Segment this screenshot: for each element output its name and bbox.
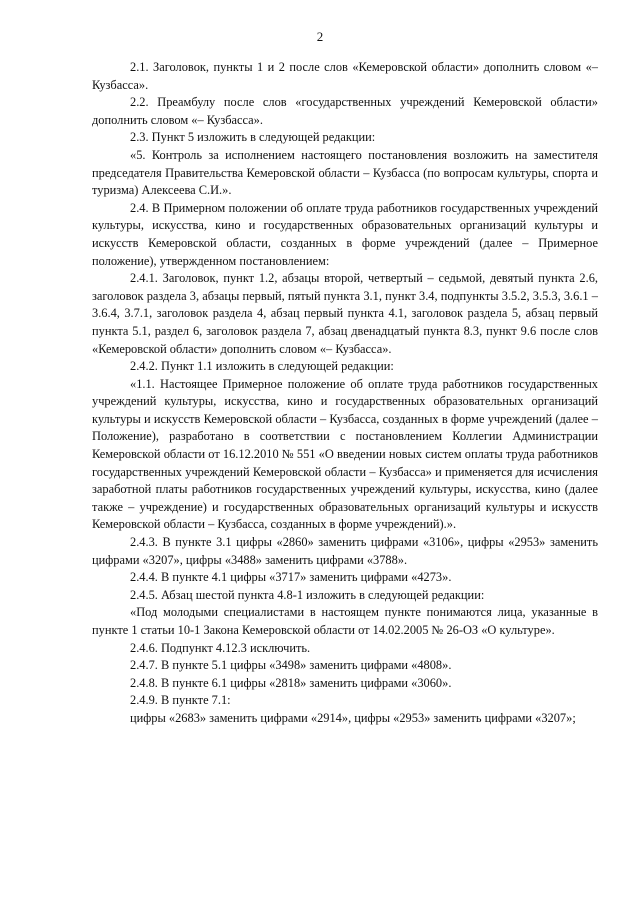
paragraph-digits-replacement: цифры «2683» заменить цифрами «2914», цифры «2953» заменить цифрами «3207»; xyxy=(130,710,576,725)
paragraph-2-2: 2.2. Преамбулу после слов «государственных учреждений Кемеровской области» дополнить словом «– Кузбасса». xyxy=(92,95,598,127)
paragraph-2-4-2: 2.4.2. Пункт 1.1 изложить в следующей редакции: xyxy=(130,359,394,374)
paragraph-2-4-5: 2.4.5. Абзац шестой пункта 4.8-1 изложить в следующей редакции: xyxy=(130,587,485,602)
paragraph-2-4-7: 2.4.7. В пункте 5.1 цифры «3498» заменить цифрами «4808». xyxy=(130,658,452,673)
document-body xyxy=(92,59,598,728)
paragraph-2-4-1: 2.4.1. Заголовок, пункт 1.2, абзацы второй, четвертый – седьмой, девятый пункта 2.6, заголовок раздела 3, абзацы первый, пятый пункта 3.1, пункт 3.4, подпункты 3.5.2, 3.5.3, 3.6.1 – 3.6.4, 3.7.1, заголовок раздела 4, абзац первый пункта 4.1, заголовок раздела 5, абзац первый пункта 5.1, раздел 6, заголовок раздела 7, абзац двенадцатый пункта 8.3, пункт 9.6 после слов «Кемеровской области» дополнить словом «– Кузбасса». xyxy=(92,271,598,356)
paragraph-2-3: 2.3. Пункт 5 изложить в следующей редакции: xyxy=(130,130,376,145)
paragraph-item-1-1-quote: «1.1. Настоящее Примерное положение об оплате труда работников государственных учреждений культуры, искусства, кино и государственных образовательных организаций культуры и искусств Кемеровской области – Кузбасса, созданных в форме учреждений (далее – Положение), разработано в соответствии с постановлением Коллегии Администрации Кемеровской области от 16.12.2010 № 551 «О введении новых систем оплаты труда работников государственных учреждений Кемеровской области – Кузбасса» и применяется для исчисления заработной платы работников государственных учреждений культуры, искусства, кино (далее также – учреждение) и государственных образовательных организаций культуры и искусств Кемеровской области – Кузбасса, созданных в форме учреждений).». xyxy=(92,376,598,532)
paragraph-2-4-4: 2.4.4. В пункте 4.1 цифры «3717» заменить цифрами «4273». xyxy=(130,570,452,585)
paragraph-2-1: 2.1. Заголовок, пункты 1 и 2 после слов «Кемеровской области» дополнить словом «– Кузбасса». xyxy=(92,60,598,92)
paragraph-young-specialists-quote: «Под молодыми специалистами в настоящем пункте понимаются лица, указанные в пункте 1 статьи 10-1 Закона Кемеровской области от 14.02.2005 № 26-ОЗ «О культуре». xyxy=(92,605,598,637)
page-number: 2 xyxy=(316,29,324,44)
paragraph-2-4-6: 2.4.6. Подпункт 4.12.3 исключить. xyxy=(130,640,311,655)
paragraph-item-5-quote: «5. Контроль за исполнением настоящего постановления возложить на заместителя председателя Правительства Кемеровской области – Кузбасса (по вопросам культуры, спорта и туризма) Алексеева С.И.». xyxy=(92,147,598,198)
paragraph-2-4-8: 2.4.8. В пункте 6.1 цифры «2818» заменить цифрами «3060». xyxy=(130,675,452,690)
paragraph-2-4-9: 2.4.9. В пункте 7.1: xyxy=(130,693,231,708)
paragraph-2-4: 2.4. В Примерном положении об оплате труда работников государственных учреждений культуры, искусства, кино и государственных образовательных организаций культуры и искусств Кемеровской области, созданных в форме учреждений (далее – Примерное положение), утвержденном постановлением: xyxy=(92,200,598,268)
paragraph-2-4-3: 2.4.3. В пункте 3.1 цифры «2860» заменить цифрами «3106», цифры «2953» заменить цифрами «3207», цифры «3488» заменить цифрами «3788». xyxy=(92,535,598,567)
